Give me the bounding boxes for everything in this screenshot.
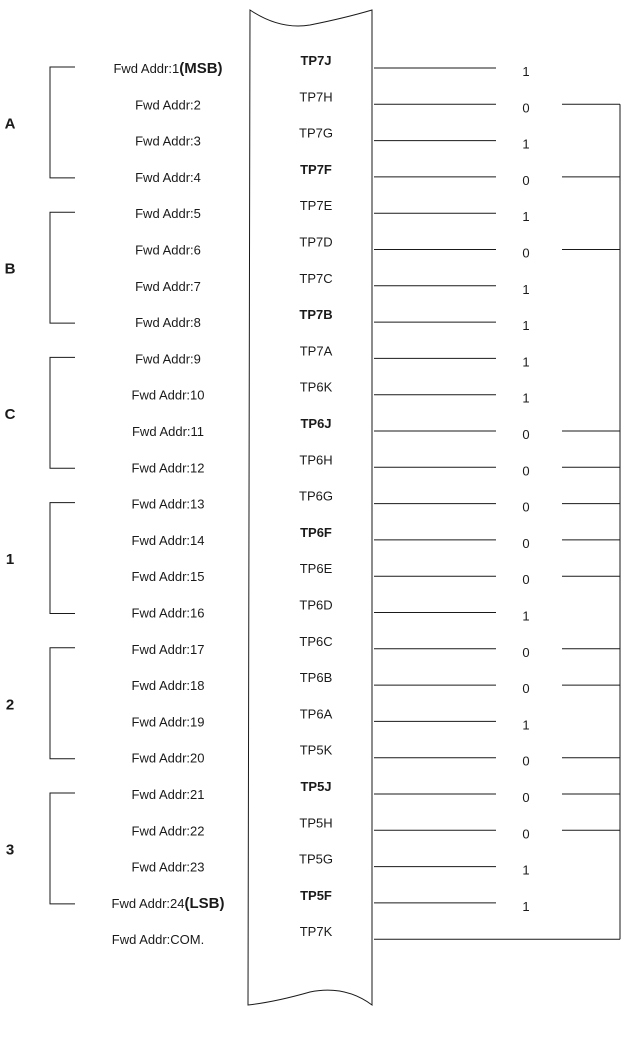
pin-label: TP5K: [299, 742, 333, 758]
addr-label: [132, 424, 204, 439]
addr-name: Fwd Addr:16: [131, 605, 205, 621]
addr-name: Fwd Addr:21: [131, 787, 205, 802]
addr-label: [135, 134, 201, 149]
group-bracket: [50, 793, 75, 904]
addr-label: [112, 895, 225, 912]
addr-name: Fwd Addr:24: [111, 895, 185, 911]
bit-value: 1: [522, 281, 530, 297]
addr-label: [132, 714, 205, 729]
addr-label: [132, 388, 205, 403]
bit-value: 1: [522, 209, 530, 225]
addr-name: Fwd Addr:10: [131, 387, 205, 403]
addr-label: [135, 97, 201, 112]
bit-value: 0: [522, 790, 530, 805]
addr-label: [135, 206, 201, 221]
addr-label: [135, 351, 201, 366]
group-bracket: [50, 503, 75, 614]
addr-name: Fwd Addr:9: [135, 351, 201, 367]
pin-label: TP6A: [299, 706, 333, 722]
pin-label: TP6B: [299, 670, 333, 686]
pin-label: TP7B: [299, 307, 333, 323]
pin-label: TP7G: [299, 125, 333, 141]
bit-value: 0: [522, 753, 530, 769]
addr-label: [132, 751, 205, 766]
group-bracket: [50, 67, 75, 178]
bit-value: 0: [522, 172, 530, 188]
addr-label: [132, 860, 205, 875]
group-bracket: [50, 648, 75, 759]
addr-name: Fwd Addr:6: [135, 242, 201, 258]
bit-value: 1: [522, 717, 530, 733]
addr-name: Fwd Addr:11: [131, 424, 205, 439]
pin-label: TP5J: [300, 779, 332, 794]
addr-label: [132, 533, 205, 548]
group-label: B: [4, 260, 16, 278]
addr-label: [113, 60, 222, 77]
bit-value: 1: [522, 136, 530, 152]
common-addr-label: Fwd Addr:COM.: [111, 932, 205, 948]
bit-value: 0: [522, 427, 530, 442]
addr-name: Fwd Addr:3: [135, 133, 201, 149]
addr-name: Fwd Addr:15: [131, 569, 205, 585]
pin-label: TP6K: [299, 379, 333, 395]
addr-label: [132, 823, 205, 838]
addr-name: Fwd Addr:13: [131, 496, 205, 512]
bit-value: 0: [522, 100, 530, 116]
addr-name: Fwd Addr:7: [135, 278, 201, 294]
pin-label: TP7J: [300, 53, 332, 68]
pin-label: TP6F: [300, 524, 332, 540]
pin-label: TP6E: [299, 561, 333, 577]
group-label: 2: [5, 696, 15, 714]
bit-value: 1: [522, 318, 530, 334]
addr-name: Fwd Addr:1: [113, 61, 180, 76]
bit-value: 1: [522, 64, 530, 79]
addr-name: Fwd Addr:14: [131, 532, 205, 548]
bit-value: 0: [522, 681, 530, 697]
addr-label: [132, 787, 205, 802]
addr-suffix: (LSB): [184, 894, 225, 912]
bit-value: 1: [522, 390, 530, 406]
addr-label: [132, 460, 205, 475]
bit-value: 1: [522, 862, 530, 878]
addr-label: [132, 606, 205, 621]
bit-value: 0: [522, 572, 530, 588]
pin-label: TP6C: [299, 633, 333, 649]
bit-value: 0: [522, 826, 530, 842]
pin-label: TP5F: [300, 887, 332, 903]
addr-label: [135, 315, 201, 330]
pin-label: TP6J: [300, 416, 332, 431]
addr-label: [135, 279, 201, 294]
addr-name: Fwd Addr:4: [135, 169, 201, 185]
addr-name: Fwd Addr:5: [135, 206, 201, 222]
pin-label: TP7C: [299, 270, 333, 286]
addr-name: Fwd Addr:22: [131, 823, 205, 839]
pin-label: TP6G: [299, 488, 333, 504]
bit-value: 0: [522, 245, 530, 261]
group-label: 3: [5, 841, 15, 859]
pin-label: TP5H: [299, 815, 333, 831]
bit-value: 1: [522, 898, 530, 914]
addr-label: [135, 243, 201, 258]
bit-value: 0: [522, 499, 530, 515]
addr-suffix: (MSB): [179, 60, 223, 77]
addr-name: Fwd Addr:17: [131, 641, 205, 657]
pin-label: TP7F: [300, 161, 332, 177]
addr-name: Fwd Addr:12: [131, 460, 205, 476]
addr-label: [132, 678, 205, 693]
group-bracket: [50, 212, 75, 323]
common-pin-label: TP7K: [299, 924, 333, 940]
addr-name: Fwd Addr:23: [131, 859, 205, 875]
pin-label: TP7E: [299, 198, 333, 214]
group-label: C: [4, 405, 16, 423]
addr-name: Fwd Addr:8: [135, 315, 201, 331]
addr-name: Fwd Addr:18: [131, 678, 205, 694]
bit-value: 0: [522, 535, 530, 551]
addr-label: [132, 497, 205, 512]
group-bracket: [50, 357, 75, 468]
addr-name: Fwd Addr:20: [131, 750, 205, 766]
bit-value: 1: [522, 608, 530, 624]
addr-label: [132, 569, 205, 584]
group-label: 1: [5, 551, 15, 569]
pin-label: TP7H: [299, 89, 333, 105]
addr-name: Fwd Addr:2: [135, 97, 201, 113]
bit-value: 0: [522, 463, 530, 479]
addr-label: [132, 642, 205, 657]
group-label: A: [4, 115, 16, 133]
pin-label: TP6D: [299, 597, 333, 613]
addr-name: Fwd Addr:19: [131, 714, 205, 730]
bit-value: 0: [522, 644, 530, 660]
pin-label: TP5G: [299, 851, 333, 867]
bit-value: 1: [522, 354, 530, 370]
pin-label: TP7A: [299, 343, 333, 359]
pin-label: TP6H: [299, 452, 333, 468]
addr-label: [135, 170, 201, 185]
pin-label: TP7D: [299, 234, 333, 250]
